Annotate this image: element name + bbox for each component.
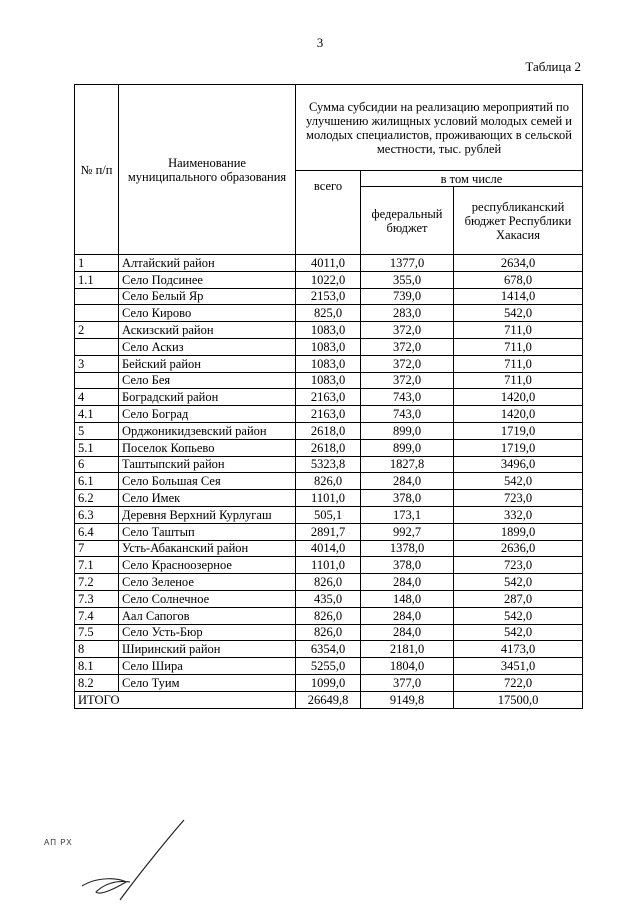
row-name-cell: Усть-Абаканский район — [119, 540, 296, 557]
row-federal-cell: 372,0 — [361, 355, 454, 372]
table-row — [75, 372, 583, 389]
total-republic-cell: 17500,0 — [454, 691, 583, 708]
row-index-cell: 5 — [75, 422, 119, 439]
header-subsidy: Сумма субсидии на реализацию мероприятий по улучшению жилищных условий молодых семей и молодых специалистов, проживающих в сельской местности, тыс. рублей — [296, 85, 583, 171]
row-total-cell: 505,1 — [296, 506, 361, 523]
row-name-cell: Аскизский район — [119, 322, 296, 339]
row-total-cell: 2163,0 — [296, 406, 361, 423]
row-index-cell: 6.2 — [75, 490, 119, 507]
table-row — [75, 322, 583, 339]
row-federal-cell: 743,0 — [361, 406, 454, 423]
row-total-cell: 1101,0 — [296, 490, 361, 507]
table-row — [75, 506, 583, 523]
row-name-cell: Село Аскиз — [119, 338, 296, 355]
row-federal-cell: 284,0 — [361, 624, 454, 641]
row-republic-cell: 542,0 — [454, 607, 583, 624]
total-total-cell: 26649,8 — [296, 691, 361, 708]
row-total-cell: 6354,0 — [296, 641, 361, 658]
row-federal-cell: 284,0 — [361, 607, 454, 624]
table-row — [75, 305, 583, 322]
row-index-cell: 6 — [75, 456, 119, 473]
footer-initials: АП РХ — [44, 838, 73, 847]
table-row — [75, 439, 583, 456]
header-name: Наименование муниципального образования — [119, 85, 296, 255]
row-republic-cell: 542,0 — [454, 574, 583, 591]
subsidy-table — [74, 84, 583, 709]
row-index-cell: 5.1 — [75, 439, 119, 456]
row-republic-cell: 4173,0 — [454, 641, 583, 658]
total-label: ИТОГО — [75, 691, 296, 708]
header-republic: республиканский бюджет Республики Хакасия — [454, 187, 583, 255]
row-name-cell: Село Кирово — [119, 305, 296, 322]
row-republic-cell: 723,0 — [454, 557, 583, 574]
row-name-cell: Поселок Копьево — [119, 439, 296, 456]
row-total-cell: 826,0 — [296, 574, 361, 591]
row-republic-cell: 711,0 — [454, 322, 583, 339]
table-row — [75, 624, 583, 641]
table-row — [75, 288, 583, 305]
row-republic-cell: 723,0 — [454, 490, 583, 507]
table-label: Таблица 2 — [525, 59, 581, 74]
table-row — [75, 456, 583, 473]
row-republic-cell: 1899,0 — [454, 523, 583, 540]
total-row — [75, 691, 583, 708]
row-total-cell: 826,0 — [296, 607, 361, 624]
table-row — [75, 590, 583, 607]
row-index-cell: 1.1 — [75, 271, 119, 288]
row-name-cell: Таштыпский район — [119, 456, 296, 473]
row-total-cell: 5323,8 — [296, 456, 361, 473]
row-index-cell: 7.5 — [75, 624, 119, 641]
row-total-cell: 2153,0 — [296, 288, 361, 305]
row-republic-cell: 1414,0 — [454, 288, 583, 305]
row-index-cell — [75, 288, 119, 305]
row-name-cell: Деревня Верхний Курлугаш — [119, 506, 296, 523]
row-federal-cell: 284,0 — [361, 473, 454, 490]
row-federal-cell: 899,0 — [361, 439, 454, 456]
table-row — [75, 523, 583, 540]
row-federal-cell: 1377,0 — [361, 255, 454, 272]
row-total-cell: 1083,0 — [296, 338, 361, 355]
row-index-cell: 7.4 — [75, 607, 119, 624]
row-index-cell: 7.1 — [75, 557, 119, 574]
row-republic-cell: 3451,0 — [454, 658, 583, 675]
table-row — [75, 338, 583, 355]
row-federal-cell: 1827,8 — [361, 456, 454, 473]
row-name-cell: Село Таштып — [119, 523, 296, 540]
row-total-cell: 826,0 — [296, 624, 361, 641]
row-republic-cell: 711,0 — [454, 338, 583, 355]
row-name-cell: Орджоникидзевский район — [119, 422, 296, 439]
row-index-cell: 8.2 — [75, 674, 119, 691]
row-index-cell: 3 — [75, 355, 119, 372]
header-num: № п/п — [75, 85, 119, 255]
row-name-cell: Село Боград — [119, 406, 296, 423]
table-row — [75, 674, 583, 691]
table-row — [75, 473, 583, 490]
row-republic-cell: 1420,0 — [454, 389, 583, 406]
row-republic-cell: 1719,0 — [454, 422, 583, 439]
row-name-cell: Село Имек — [119, 490, 296, 507]
row-federal-cell: 283,0 — [361, 305, 454, 322]
row-total-cell: 2891,7 — [296, 523, 361, 540]
row-index-cell — [75, 372, 119, 389]
row-federal-cell: 378,0 — [361, 557, 454, 574]
row-name-cell: Село Шира — [119, 658, 296, 675]
row-total-cell: 4014,0 — [296, 540, 361, 557]
row-total-cell: 1101,0 — [296, 557, 361, 574]
subsidy-table-container — [74, 84, 582, 709]
row-name-cell: Село Подсинее — [119, 271, 296, 288]
row-republic-cell: 287,0 — [454, 590, 583, 607]
row-name-cell: Село Зеленое — [119, 574, 296, 591]
table-row — [75, 389, 583, 406]
row-federal-cell: 378,0 — [361, 490, 454, 507]
row-total-cell: 5255,0 — [296, 658, 361, 675]
table-row — [75, 255, 583, 272]
row-total-cell: 1083,0 — [296, 372, 361, 389]
row-total-cell: 4011,0 — [296, 255, 361, 272]
row-index-cell: 7.3 — [75, 590, 119, 607]
row-federal-cell: 899,0 — [361, 422, 454, 439]
table-row — [75, 355, 583, 372]
table-row — [75, 641, 583, 658]
row-total-cell: 2618,0 — [296, 422, 361, 439]
row-total-cell: 825,0 — [296, 305, 361, 322]
table-row — [75, 422, 583, 439]
row-name-cell: Село Белый Яр — [119, 288, 296, 305]
row-index-cell: 8.1 — [75, 658, 119, 675]
row-name-cell: Алтайский район — [119, 255, 296, 272]
row-republic-cell: 542,0 — [454, 305, 583, 322]
signature-icon — [80, 818, 190, 903]
row-index-cell: 6.3 — [75, 506, 119, 523]
row-republic-cell: 1420,0 — [454, 406, 583, 423]
row-name-cell: Село Туим — [119, 674, 296, 691]
row-index-cell — [75, 305, 119, 322]
row-index-cell: 4 — [75, 389, 119, 406]
row-index-cell: 4.1 — [75, 406, 119, 423]
row-federal-cell: 1804,0 — [361, 658, 454, 675]
row-federal-cell: 372,0 — [361, 322, 454, 339]
row-index-cell: 1 — [75, 255, 119, 272]
row-total-cell: 2618,0 — [296, 439, 361, 456]
table-body — [75, 255, 583, 709]
row-total-cell: 1022,0 — [296, 271, 361, 288]
row-federal-cell: 739,0 — [361, 288, 454, 305]
row-index-cell: 7.2 — [75, 574, 119, 591]
row-federal-cell: 355,0 — [361, 271, 454, 288]
row-total-cell: 435,0 — [296, 590, 361, 607]
row-federal-cell: 284,0 — [361, 574, 454, 591]
row-republic-cell: 2636,0 — [454, 540, 583, 557]
row-name-cell: Село Усть-Бюр — [119, 624, 296, 641]
row-republic-cell: 722,0 — [454, 674, 583, 691]
row-total-cell: 1083,0 — [296, 355, 361, 372]
row-total-cell: 826,0 — [296, 473, 361, 490]
table-row — [75, 557, 583, 574]
row-index-cell: 8 — [75, 641, 119, 658]
row-republic-cell: 3496,0 — [454, 456, 583, 473]
row-republic-cell: 2634,0 — [454, 255, 583, 272]
row-republic-cell: 542,0 — [454, 473, 583, 490]
row-total-cell: 1083,0 — [296, 322, 361, 339]
row-federal-cell: 148,0 — [361, 590, 454, 607]
row-total-cell: 2163,0 — [296, 389, 361, 406]
row-name-cell: Аал Сапогов — [119, 607, 296, 624]
row-federal-cell: 372,0 — [361, 372, 454, 389]
row-republic-cell: 711,0 — [454, 355, 583, 372]
row-index-cell: 2 — [75, 322, 119, 339]
row-federal-cell: 992,7 — [361, 523, 454, 540]
row-federal-cell: 2181,0 — [361, 641, 454, 658]
row-federal-cell: 377,0 — [361, 674, 454, 691]
row-index-cell: 6.4 — [75, 523, 119, 540]
row-federal-cell: 1378,0 — [361, 540, 454, 557]
row-republic-cell: 678,0 — [454, 271, 583, 288]
row-name-cell: Село Красноозерное — [119, 557, 296, 574]
total-federal-cell: 9149,8 — [361, 691, 454, 708]
row-index-cell: 6.1 — [75, 473, 119, 490]
row-name-cell: Бейский район — [119, 355, 296, 372]
row-republic-cell: 542,0 — [454, 624, 583, 641]
page-number: 3 — [316, 35, 324, 50]
table-row — [75, 540, 583, 557]
row-index-cell — [75, 338, 119, 355]
row-federal-cell: 372,0 — [361, 338, 454, 355]
table-row — [75, 490, 583, 507]
table-row — [75, 574, 583, 591]
table-row — [75, 658, 583, 675]
table-row — [75, 607, 583, 624]
header-total: всего — [296, 171, 361, 255]
table-row — [75, 271, 583, 288]
row-federal-cell: 173,1 — [361, 506, 454, 523]
row-index-cell: 7 — [75, 540, 119, 557]
row-republic-cell: 1719,0 — [454, 439, 583, 456]
row-name-cell: Село Большая Сея — [119, 473, 296, 490]
table-row — [75, 406, 583, 423]
row-republic-cell: 711,0 — [454, 372, 583, 389]
row-republic-cell: 332,0 — [454, 506, 583, 523]
header-federal: федеральный бюджет — [361, 187, 454, 255]
row-name-cell: Село Солнечное — [119, 590, 296, 607]
row-name-cell: Село Бея — [119, 372, 296, 389]
row-total-cell: 1099,0 — [296, 674, 361, 691]
header-including: в том числе — [361, 171, 583, 187]
row-name-cell: Боградский район — [119, 389, 296, 406]
row-name-cell: Ширинский район — [119, 641, 296, 658]
row-federal-cell: 743,0 — [361, 389, 454, 406]
